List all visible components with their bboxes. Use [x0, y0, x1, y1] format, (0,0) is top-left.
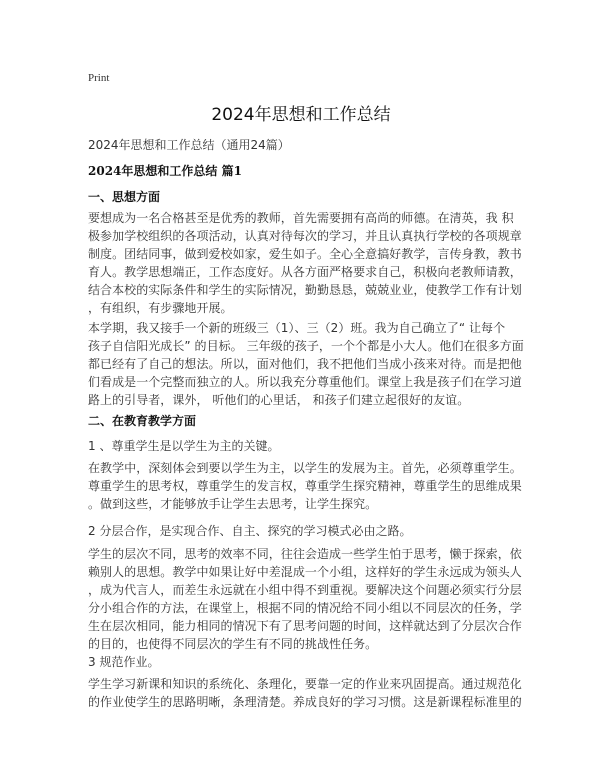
section2-item2-paragraph: [88, 545, 522, 653]
text-line: 们看成是一个完整而独立的人。所以我充分尊重他们。课堂上我是孩子们在学习道: [88, 375, 522, 389]
text-line: 尊重学生的思考权，尊重学生的发言权，尊重学生探究精神，尊重学生的思维成果: [88, 479, 522, 493]
text-line: 学生学习新课和知识的系统化、条理化，要靠一定的作业来巩固提高。通过规范化: [88, 677, 522, 691]
text-line: 的作业使学生的思路明晰，条理清楚。养成良好的学习习惯。这是新课程标准里的: [88, 695, 522, 709]
section2-heading: 二、在教育教学方面: [88, 414, 197, 428]
text-line: 要想成为一名合格甚至是优秀的教师，首先需要拥有高尚的师德。在清英，我 积: [88, 211, 514, 225]
document-subtitle: 2024年思想和工作总结（通用24篇）: [88, 138, 290, 152]
text-line: 极参加学校组织的各项活动，认真对待每次的学习，并且认真执行学校的各项规章: [88, 229, 522, 243]
text-line: ，成为代言人，而差生永远就在小组中得不到重视。要解决这个问题必须实行分层: [88, 583, 522, 597]
text-line: 。做到这些，才能够放手让学生去思考，让学生探究。: [88, 497, 378, 511]
text-line: 路上的引导者，课外， 听他们的心里话， 和孩子们建立起很好的友谊。: [88, 393, 470, 407]
text-line: 都已经有了自己的想法。所以，面对他们，我不把他们当成小孩来对待。而是把他: [88, 357, 522, 371]
text-line: 育人。教学思想端正，工作态度好。从各方面严格要求自己，积极向老教师请教，: [88, 265, 522, 279]
text-line: 本学期，我又接手一个新的班级三（1）、三（2）班。我为自己确立了“ 让每个: [88, 321, 506, 335]
print-label[interactable]: Print: [88, 72, 110, 84]
section1-heading: 一、思想方面: [88, 190, 161, 204]
section1-paragraph2: [88, 319, 524, 409]
page-title: 2024年思想和工作总结: [211, 105, 391, 125]
section1-paragraph1: [88, 209, 522, 317]
text-line: 的目的，也使得不同层次的学生有不同的挑战性任务。: [88, 637, 378, 651]
text-line: 制度。团结同事，做到爱校如家，爱生如子。全心全意搞好教学，言传身教，教书: [88, 247, 522, 261]
section2-item2-title: 2 分层合作，是实现合作、自主、探究的学习模式必由之路。: [88, 524, 412, 538]
text-line: 孩子自信阳光成长” 的目标。 三年级的孩子，一个个都是小大人。他们在很多方面: [88, 339, 524, 353]
text-line: 生在层次相同，能力相同的情况下有了思考问题的时间，这样就达到了分层次合作: [88, 619, 522, 633]
text-line: 分小组合作的方法，在课堂上，根据不同的情况给不同小组以不同层次的任务，学: [88, 601, 522, 615]
section2-item3-title: 3 规范作业。: [88, 655, 160, 669]
text-line: 赖别人的思想。教学中如果让好中差混成一个小组，这样好的学生永远成为领头人: [88, 565, 522, 579]
section2-item1-paragraph: [88, 459, 522, 513]
text-line: 学生的层次不同，思考的效率不同，往往会造成一些学生怕于思考，懒于探索，依: [88, 547, 522, 561]
text-line: 结合本校的实际条件和学生的实际情况，勤勤恳恳，兢兢业业，使教学工作有计划: [88, 283, 522, 297]
article-heading: 2024年思想和工作总结 篇1: [88, 164, 242, 178]
section2-item1-title: 1 、尊重学生是以学生为主的关键。: [88, 439, 280, 453]
section2-item3-paragraph: [88, 675, 522, 711]
text-line: 在教学中，深刻体会到要以学生为主，以学生的发展为主。首先，必须尊重学生。: [88, 461, 522, 475]
text-line: ，有组织，有步骤地开展。: [88, 301, 233, 315]
